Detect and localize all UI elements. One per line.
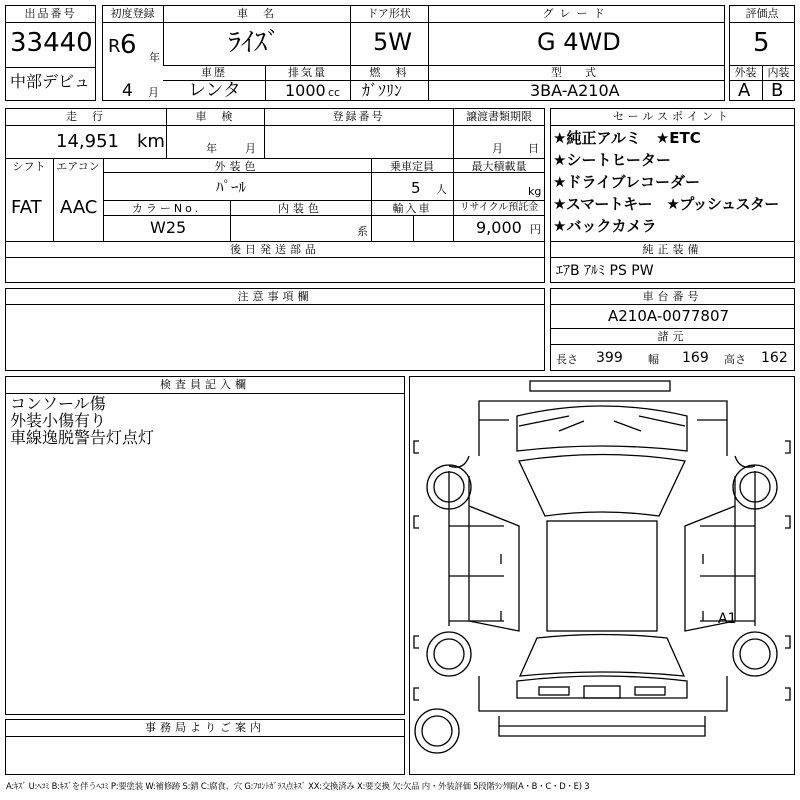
mileage-label: 走 行 xyxy=(66,110,105,123)
length-value: 399 xyxy=(596,350,623,366)
model-value: 3BA-A210A xyxy=(530,81,620,100)
notes-label: 注意事項欄 xyxy=(237,290,313,303)
mileage-value: 14,951 xyxy=(56,131,119,152)
grade-value: G 4WD xyxy=(537,28,621,56)
damage-mark: A1 xyxy=(718,611,737,627)
length-label: 長さ xyxy=(556,353,578,366)
chassis-label: 車台番号 xyxy=(642,290,703,303)
equipment-label: 純正装備 xyxy=(642,243,703,256)
roof-rail xyxy=(530,381,670,391)
inspector-line-1: コンソール傷 xyxy=(10,394,106,413)
inspection-month-unit: 月 xyxy=(245,142,256,155)
shift-value: FAT xyxy=(11,197,42,218)
color-label: 外装色 xyxy=(214,160,260,173)
lot-label: 出品番号 xyxy=(24,7,77,20)
car-name-label: 車 名 xyxy=(237,7,276,20)
dims-label: 諸元 xyxy=(657,330,688,343)
load-unit: kg xyxy=(528,185,542,198)
fuel-label: 燃 料 xyxy=(369,66,409,79)
door-value: 5W xyxy=(373,28,412,56)
inspection-label: 車 検 xyxy=(195,110,235,123)
score-label: 評価点 xyxy=(745,7,779,20)
selling-point-1: ★純正アルミ ★ETC xyxy=(553,129,701,147)
capacity-unit: 人 xyxy=(436,183,447,196)
inspector-line-2: 外装小傷有り xyxy=(10,411,107,430)
exterior-grade: A xyxy=(738,80,751,101)
shift-label: シフト xyxy=(12,160,46,173)
history-value: レンタ xyxy=(188,80,241,101)
import-label: 輸入車 xyxy=(392,202,432,215)
interior-label: 内装 xyxy=(767,66,790,79)
transfer-label: 譲渡書類期限 xyxy=(466,110,532,123)
height-value: 162 xyxy=(761,350,788,366)
inspection-year-unit: 年 xyxy=(206,142,217,155)
interior-color-label: 内装色 xyxy=(278,202,323,215)
plate-label: 登録番号 xyxy=(332,110,385,123)
displacement-unit: cc xyxy=(328,86,341,99)
hood-outline xyxy=(517,406,687,451)
later-parts-label: 後日発送部品 xyxy=(230,243,320,256)
month-unit: 月 xyxy=(148,86,159,99)
selling-points-label: セールスポイント xyxy=(612,110,732,123)
score-value: 5 xyxy=(753,28,770,58)
transfer-day-unit: 日 xyxy=(528,142,539,155)
lot-number: 33440 xyxy=(10,28,93,58)
car-name-value: ﾗｲｽﾞ xyxy=(228,28,281,58)
transfer-month-unit: 月 xyxy=(492,142,503,155)
equipment-value: ｴｱB ｱﾙﾐ PS PW xyxy=(556,263,654,279)
interior-color-unit: 系 xyxy=(357,225,368,238)
recycle-value: 9,000 xyxy=(476,218,522,237)
load-label: 最大積載量 xyxy=(471,160,527,173)
office-label: 事務局よりご案内 xyxy=(145,721,265,734)
recycle-label: リサイクル預託金 xyxy=(459,202,539,213)
era-value: R xyxy=(108,36,121,57)
fuel-value: ｶﾞｿﾘﾝ xyxy=(362,81,403,100)
model-label: 型 式 xyxy=(551,66,602,79)
width-value: 169 xyxy=(682,350,709,366)
recycle-unit: 円 xyxy=(530,223,541,236)
selling-point-5: ★バックカメラ xyxy=(553,217,657,235)
selling-point-2: ★シートヒーター xyxy=(553,151,671,169)
mileage-unit: km xyxy=(137,131,165,152)
history-label: 車歴 xyxy=(201,66,227,79)
door-label: ドア形状 xyxy=(367,7,411,20)
width-label: 幅 xyxy=(648,353,659,366)
year-unit: 年 xyxy=(149,51,160,64)
venue-name: 中部デビュ xyxy=(10,72,91,91)
capacity-label: 乗車定員 xyxy=(390,160,434,173)
ac-value: AAC xyxy=(60,197,98,218)
legend-text: A:ｷｽﾞ U:ﾍｺﾐ B:ｷｽﾞを伴うﾍｺﾐ P:要塗装 W:補修跡 S:錆 C:腐食、穴 G:ﾌﾛﾝﾄｶﾞﾗｽ点ｷｽﾞ XX:交換済み X:要交換 欠:欠品 内・外装評価 5段階ﾗﾝｸ順(A・B・C・D・E) 3 xyxy=(6,781,590,791)
windshield-outline xyxy=(519,455,685,517)
color-no-value: W25 xyxy=(150,218,187,237)
interior-grade: B xyxy=(771,80,784,101)
selling-point-4: ★スマートキー ★プッシュスター xyxy=(553,195,779,213)
selling-point-3: ★ドライブレコーダー xyxy=(553,173,700,191)
car-diagram xyxy=(409,376,795,775)
month-value: 4 xyxy=(122,81,133,101)
displacement-label: 排気量 xyxy=(288,66,327,79)
exterior-label: 外装 xyxy=(734,66,757,79)
roof-outline xyxy=(547,521,657,631)
displacement-value: 1000 xyxy=(285,81,326,100)
inspector-label: 検査員記入欄 xyxy=(160,378,250,391)
capacity-value: 5 xyxy=(411,179,421,197)
first-reg-label: 初度登録 xyxy=(110,7,155,20)
grade-label: グレード xyxy=(542,7,611,20)
ac-label: エアコン xyxy=(56,160,100,173)
chassis-value: A210A-0077807 xyxy=(608,307,730,325)
height-label: 高さ xyxy=(724,353,746,366)
rear-window-outline xyxy=(520,635,684,677)
color-value: ﾊﾟｰﾙ xyxy=(216,178,247,196)
color-no-label: カラーNo. xyxy=(131,202,202,215)
year-value: 6 xyxy=(120,30,137,60)
inspector-line-3: 車線逸脱警告灯点灯 xyxy=(10,428,155,447)
